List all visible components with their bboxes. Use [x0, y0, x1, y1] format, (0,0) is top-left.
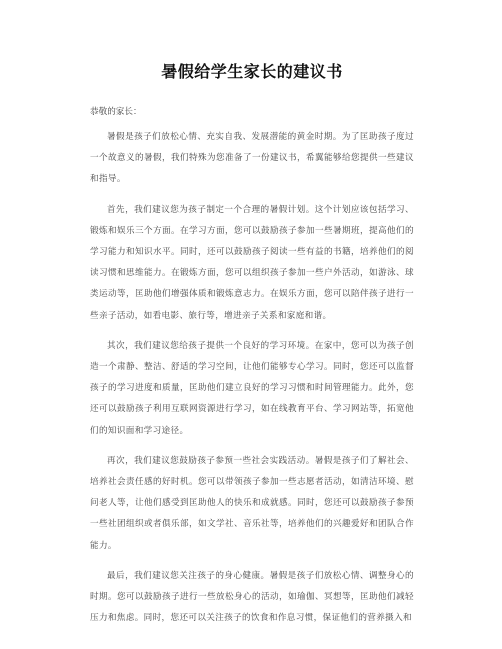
- paragraph-health: 最后，我们建议您关注孩子的身心健康。暑假是孩子们放松心情、调整身心的时期。您可以鼓励孩子进行一些放松身心的活动，如瑜伽、冥想等，匡助他们减轻压力和焦虑。同时，您还可以关注孩子的饮食和作息习惯，保证他们的营养摄入和: [90, 570, 414, 624]
- paragraph-social-practice: 再次，我们建议您鼓励孩子参预一些社会实践活动。暑假是孩子们了解社会、培养社会责任感的好时机。您可以带领孩子参加一些志愿者活动，如清洁环境、慰问老人等，让他们感受到匡助他人的快乐和成就感。同时，您还可以鼓励孩子参预一些社团组织或者俱乐部，如文学社、音乐社等，培养他们的兴趣爱好和团队合作能力。: [90, 455, 414, 551]
- paragraph-environment: 其次，我们建议您给孩子提供一个良好的学习环境。在家中，您可以为孩子创造一个肃静、整洁、舒适的学习空间，让他们能够专心学习。同时，您还可以监督孩子的学习进度和质量，匡助他们建立良好的学习习惯和时间管理能力。此外，您还可以鼓励孩子利用互联网资源进行学习，如在线教育平台、学习网站等，拓宽他们的知识面和学习途径。: [90, 340, 414, 436]
- paragraph-intro: 暑假是孩子们放松心情、充实自我、发展潜能的黄金时期。为了匡助孩子度过一个故意义的暑假，我们特殊为您准备了一份建议书，希翼能够给您提供一些建议和指导。: [90, 132, 414, 185]
- paragraph-plan: 首先，我们建议您为孩子制定一个合理的暑假计划。这个计划应该包括学习、锻炼和娱乐三个方面。在学习方面，您可以鼓励孩子参加一些暑期班，提高他们的学习能力和知识水平。同时，还可以鼓励孩子阅读一些有益的书籍，培养他们的阅读习惯和思维能力。在锻炼方面，您可以组织孩子参加一些户外活动，如游泳、球类运动等，匡助他们增强体质和锻炼意志力。在娱乐方面，您可以陪伴孩子进行一些亲子活动，如看电影、旅行等，增进亲子关系和家庭和谐。: [90, 204, 414, 321]
- document-title: 暑假给学生家长的建议书: [161, 62, 343, 81]
- salutation: 恭敬的家长：: [90, 107, 142, 117]
